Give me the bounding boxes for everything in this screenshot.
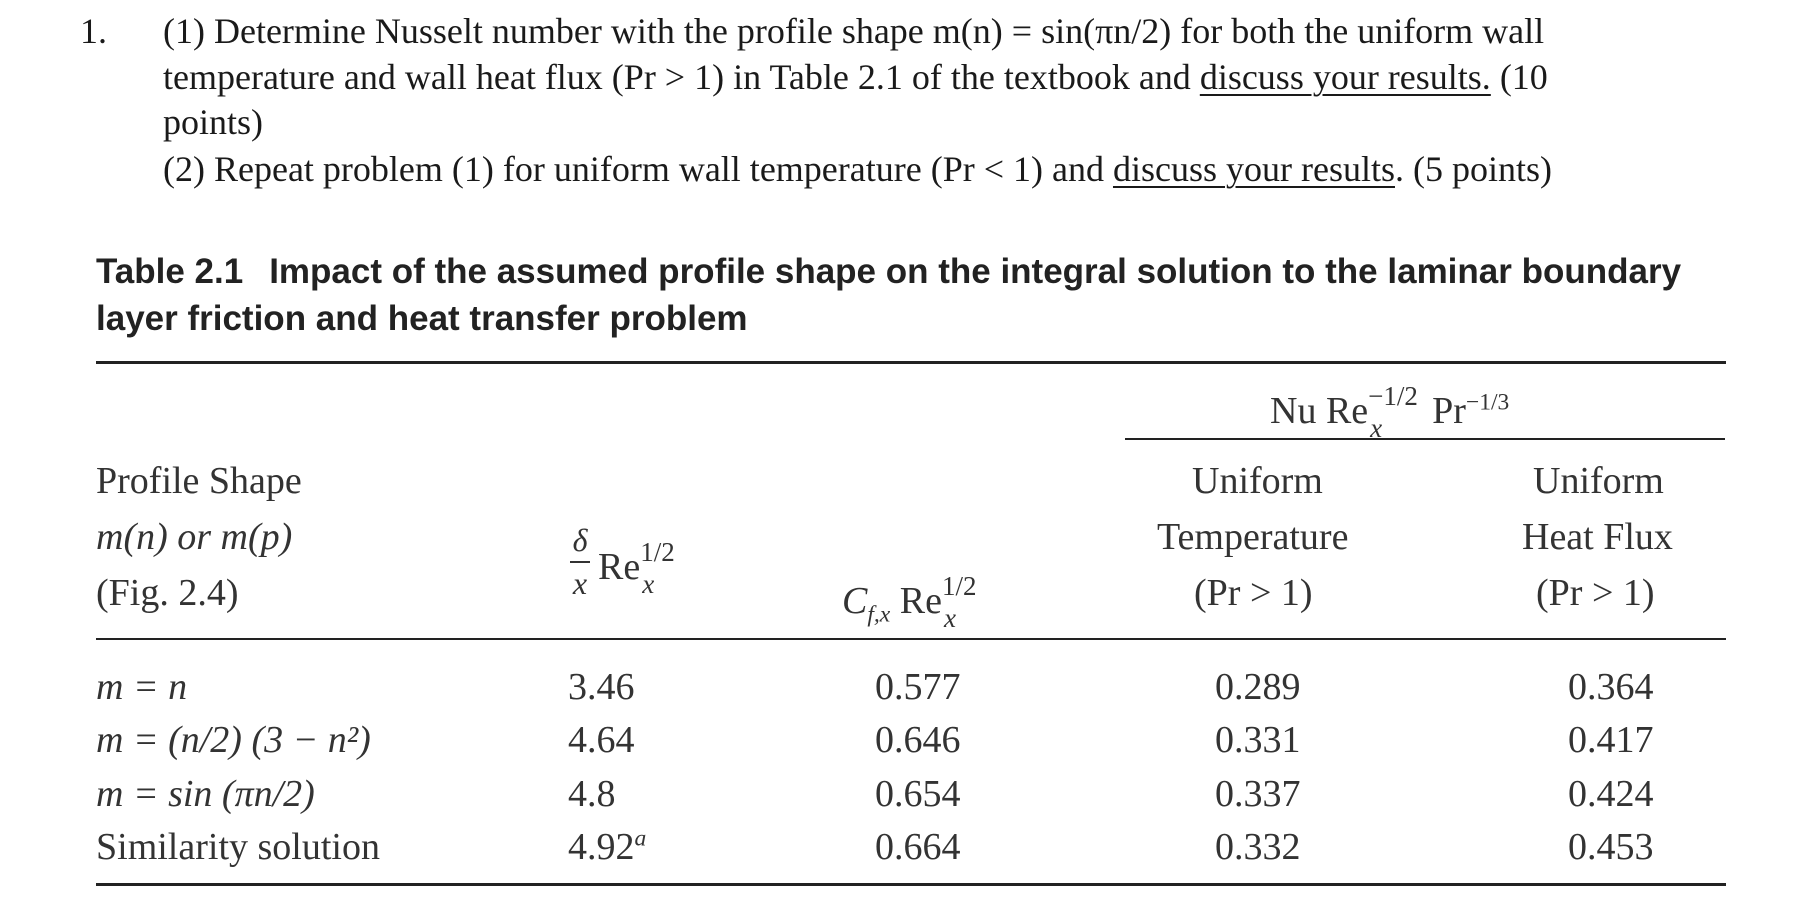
col4-header-line-2: Temperature — [1157, 516, 1349, 558]
problem-line-2-tail: (10 — [1490, 57, 1548, 97]
delta-symbol: δ — [572, 522, 588, 558]
col3-supsub — [941, 571, 1006, 633]
table-caption — [96, 248, 1736, 342]
row-2-temp: 0.331 — [1215, 719, 1301, 761]
table-caption-number: Table 2.1 — [96, 252, 244, 291]
problem-line-1: (1) Determine Nusselt number with the profile shape m(n) = sin(πn/2) for both the uniform wall — [163, 11, 1545, 51]
col4-header-line-1: Uniform — [1192, 460, 1323, 502]
row-4-shape: Similarity solution — [96, 826, 380, 868]
table-caption-text: Impact of the assumed profile shape on the integral solution to the laminar boundary layer friction and heat transfer problem — [96, 252, 1682, 338]
problem-line-2-text: temperature and wall heat flux (Pr > 1) in Table 2.1 of the textbook and — [163, 57, 1200, 97]
x-symbol: x — [572, 565, 588, 601]
problem-line-4 — [163, 148, 1552, 190]
group-header-pr-exponent: −1/3 — [1465, 389, 1510, 416]
row-3-flux: 0.424 — [1568, 773, 1654, 815]
col2-exponent: 1/2 — [640, 537, 675, 567]
row-1-shape: m = n — [96, 666, 188, 708]
problem-number: 1. — [80, 11, 107, 51]
row-4-cf: 0.664 — [875, 826, 961, 868]
table-bottom-rule — [96, 883, 1726, 886]
row-2-shape: m = (n/2) (3 − n²) — [96, 719, 371, 761]
discuss-results-underlined-1: discuss your results. — [1199, 57, 1491, 97]
row-4-delta-value: 4.92 — [568, 826, 635, 868]
row-4-delta-footnote: a — [634, 825, 647, 852]
discuss-results-underlined-2: discuss your results — [1112, 149, 1395, 189]
row-3-shape: m = sin (πn/2) — [96, 773, 315, 815]
row-4-temp: 0.332 — [1215, 826, 1301, 868]
col2-re-label: Re — [598, 546, 641, 588]
row-4-delta — [568, 825, 647, 868]
problem-line-4-text: (2) Repeat problem (1) for uniform wall temperature (Pr < 1) and — [163, 149, 1113, 189]
col2-supsub — [640, 537, 704, 599]
group-header-nu — [1270, 381, 1510, 443]
row-1-cf: 0.577 — [875, 666, 961, 708]
col1-header-line-3: (Fig. 2.4) — [96, 572, 239, 614]
col5-header-line-3: (Pr > 1) — [1536, 572, 1655, 614]
col5-header-line-1: Uniform — [1533, 460, 1664, 502]
problem-line-3: points) — [163, 102, 264, 142]
header-bottom-rule — [96, 638, 1726, 640]
row-1-temp: 0.289 — [1215, 666, 1301, 708]
fraction-bar — [570, 561, 590, 563]
col5-header-line-2: Heat Flux — [1522, 516, 1673, 558]
row-1-delta: 3.46 — [568, 666, 635, 708]
col2-subscript: x — [642, 569, 655, 599]
row-4-flux: 0.453 — [1568, 826, 1654, 868]
col1-header-line-2: m(n) or m(p) — [96, 516, 293, 558]
row-1-flux: 0.364 — [1568, 666, 1654, 708]
group-header-exponent: −1/2 — [1368, 381, 1418, 411]
group-header-pr: Pr — [1432, 390, 1466, 432]
row-2-flux: 0.417 — [1568, 719, 1654, 761]
col3-re-label: Re — [899, 580, 942, 622]
group-header-rule — [1125, 438, 1725, 440]
table-top-rule — [96, 361, 1726, 364]
group-header-nu-label: Nu Re — [1270, 390, 1369, 432]
row-3-cf: 0.654 — [875, 773, 961, 815]
col3-subscript: x — [943, 603, 956, 633]
problem-line-2 — [163, 56, 1548, 98]
row-2-delta: 4.64 — [568, 719, 635, 761]
col3-exponent: 1/2 — [941, 571, 977, 601]
col1-header-line-1: Profile Shape — [96, 460, 302, 502]
col3-c-subscript: f,x — [867, 601, 891, 628]
col2-header-fraction — [566, 522, 594, 602]
row-2-cf: 0.646 — [875, 719, 961, 761]
problem-line-4-tail: . (5 points) — [1394, 149, 1552, 189]
group-header-subscript: x — [1370, 413, 1383, 443]
col2-header-re — [598, 537, 704, 599]
group-header-supsub — [1368, 381, 1432, 443]
col3-c-label: C — [842, 580, 868, 622]
row-3-temp: 0.337 — [1215, 773, 1301, 815]
row-3-delta: 4.8 — [568, 773, 616, 815]
col3-header — [842, 571, 1006, 633]
col4-header-line-3: (Pr > 1) — [1194, 572, 1313, 614]
